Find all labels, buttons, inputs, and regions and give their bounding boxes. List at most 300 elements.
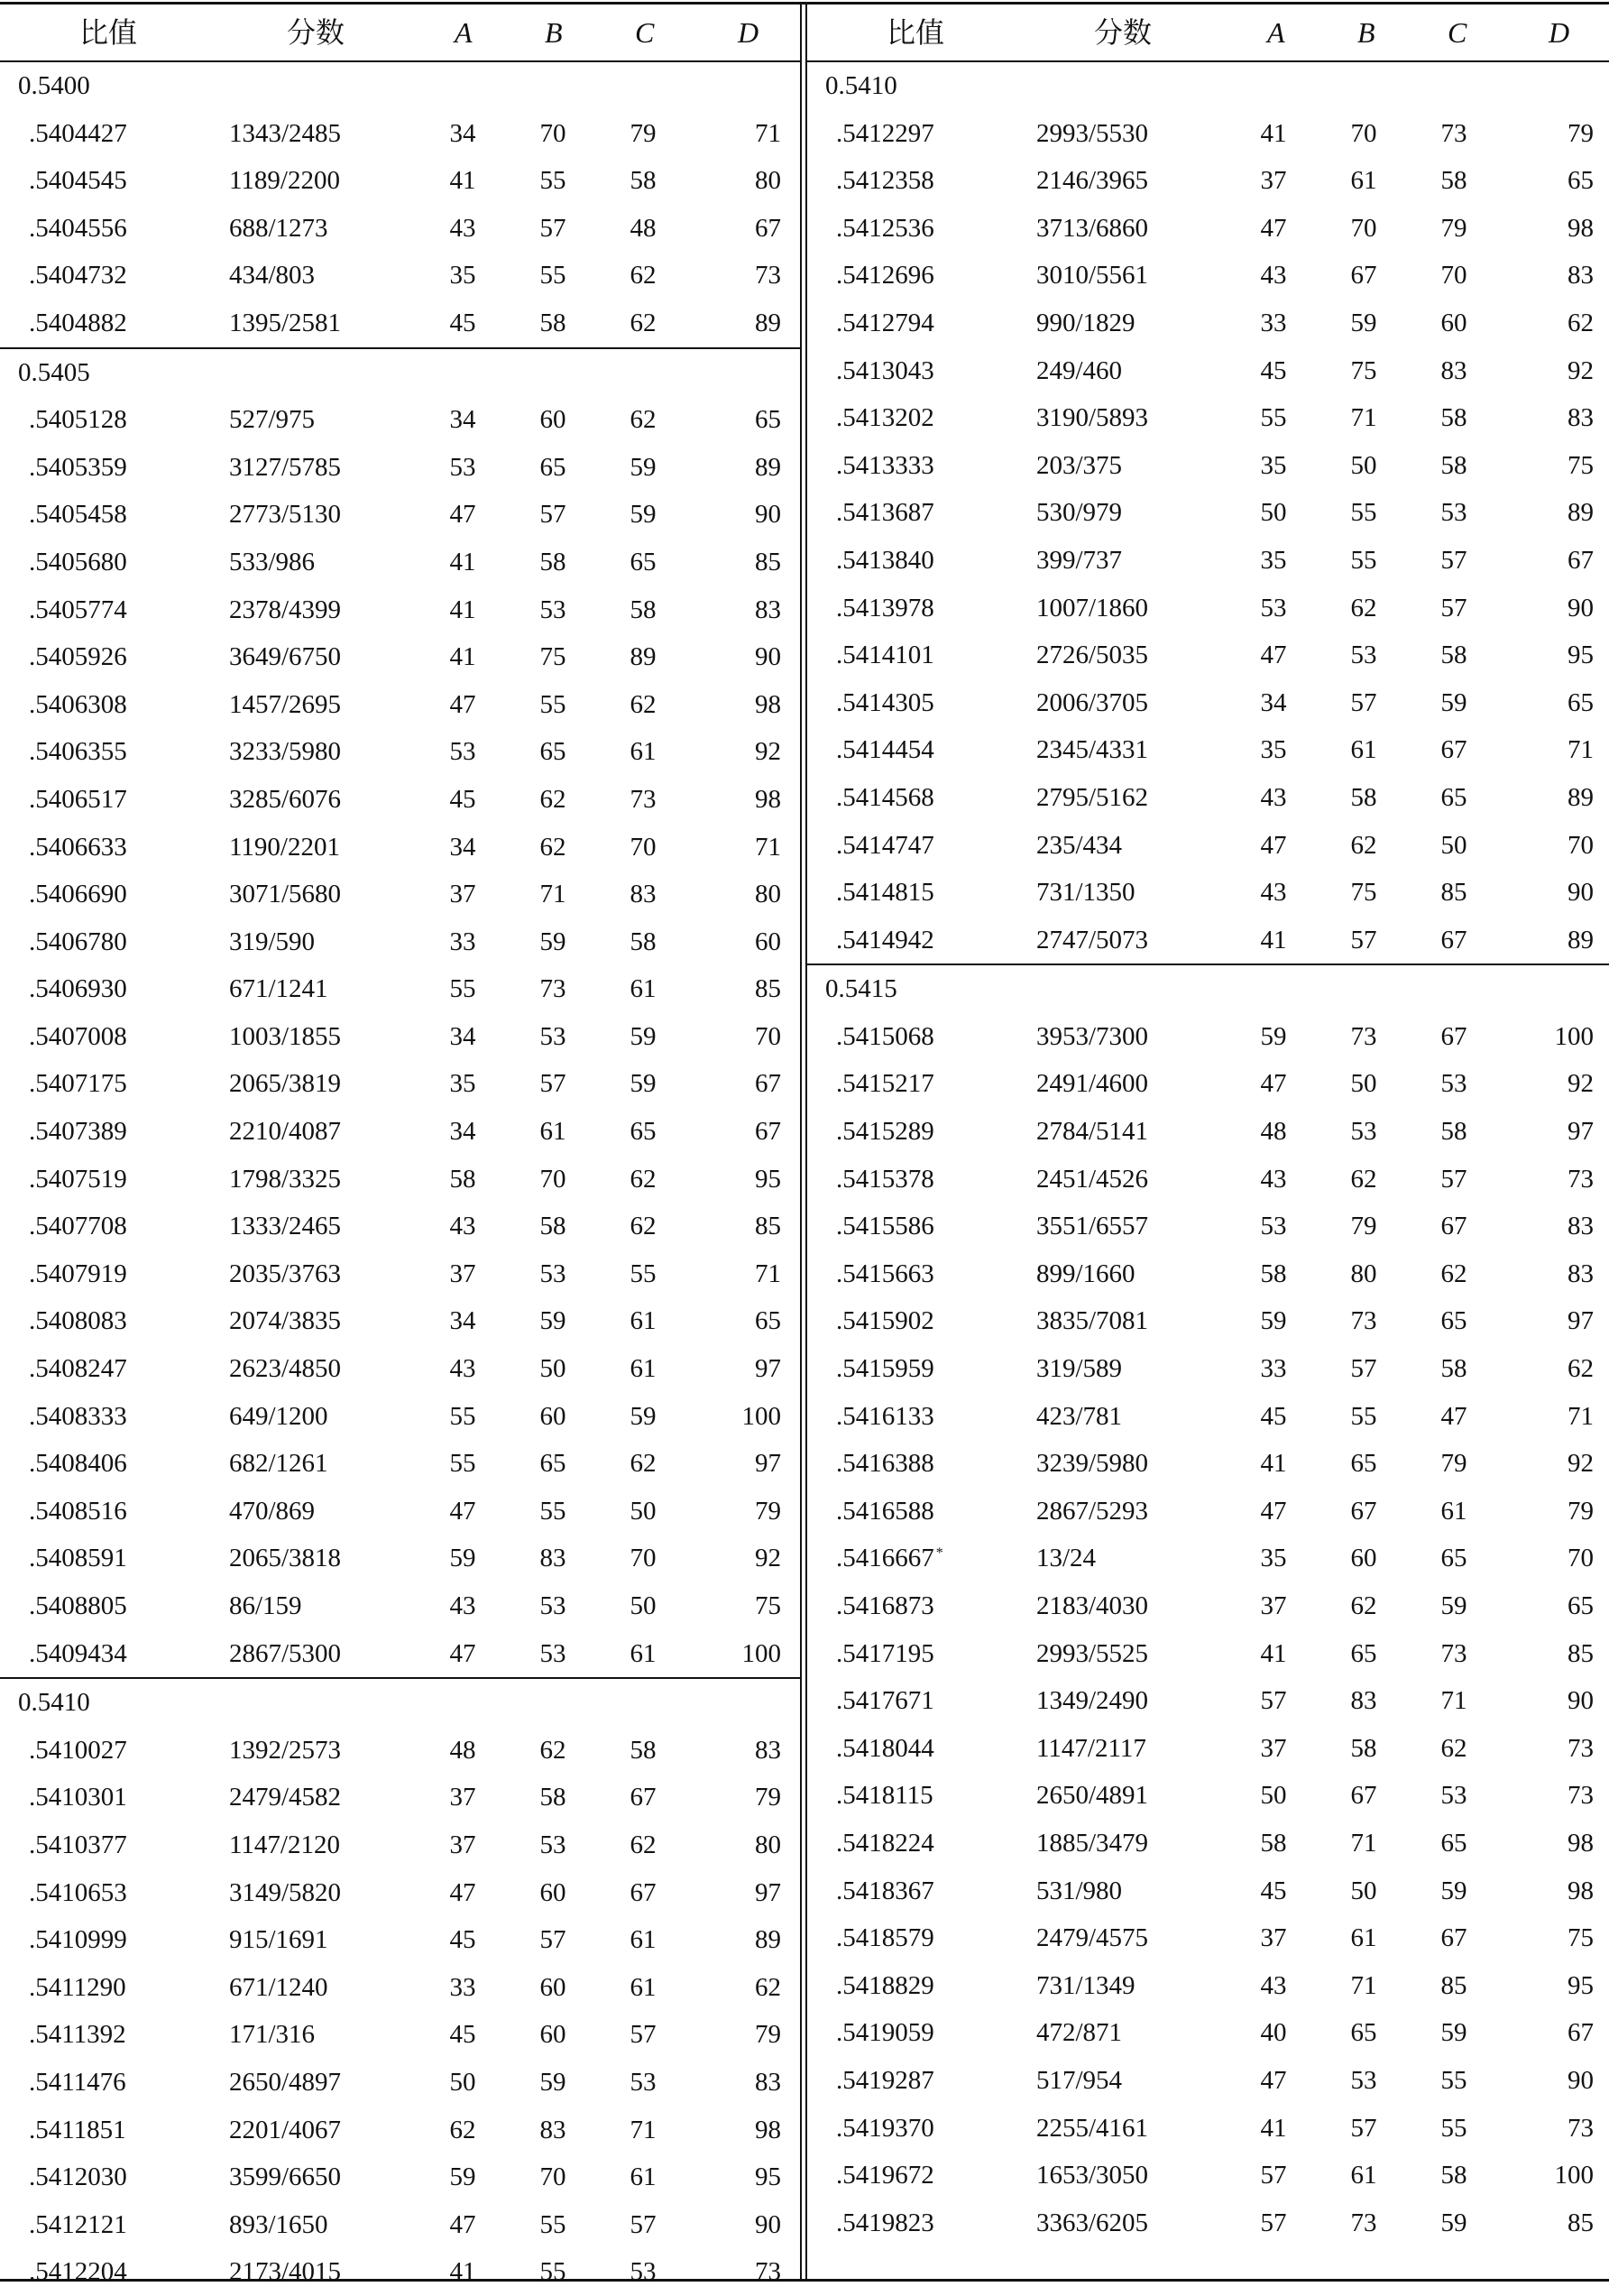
d-cell: 79 — [755, 1783, 781, 1812]
table-row — [807, 1250, 1609, 1298]
ratio-cell: .5413978 — [836, 593, 934, 622]
d-cell: 100 — [1554, 1021, 1594, 1051]
b-cell: 65 — [539, 737, 566, 767]
b-cell: 71 — [1350, 1970, 1377, 2000]
ratio-cell: .5411851 — [29, 2115, 126, 2144]
c-cell: 73 — [1440, 1638, 1467, 1668]
table-row — [0, 1727, 800, 1775]
c-cell: 62 — [1440, 1259, 1467, 1288]
a-cell: 37 — [449, 880, 476, 909]
table-row — [0, 396, 800, 444]
c-cell: 65 — [630, 547, 657, 576]
d-cell: 100 — [741, 1401, 781, 1431]
table-row — [807, 489, 1609, 537]
table-row — [0, 1156, 800, 1203]
fraction-cell: 1343/2485 — [229, 118, 342, 148]
group-label: 0.5415 — [825, 974, 897, 1004]
b-cell: 70 — [1350, 118, 1377, 148]
c-cell: 65 — [1440, 1544, 1467, 1573]
c-cell: 62 — [630, 261, 657, 290]
ratio-cell: .5414815 — [836, 878, 934, 908]
a-cell: 47 — [1260, 830, 1287, 860]
d-cell: 85 — [1568, 1638, 1594, 1668]
a-cell: 47 — [1260, 213, 1287, 243]
a-cell: 48 — [449, 1735, 476, 1765]
ratio-cell: .5418044 — [836, 1733, 934, 1763]
fraction-cell: 682/1261 — [229, 1449, 328, 1479]
table-row — [0, 1060, 800, 1108]
c-cell: 67 — [1440, 1212, 1467, 1241]
a-cell: 47 — [1260, 1069, 1287, 1099]
b-cell: 58 — [539, 308, 566, 337]
fraction-cell: 517/954 — [1036, 2065, 1123, 2095]
d-cell: 95 — [755, 1164, 781, 1194]
ratio-cell: .5408333 — [29, 1401, 127, 1431]
d-cell: 65 — [1568, 166, 1594, 196]
fraction-cell: 3713/6860 — [1036, 213, 1149, 243]
a-cell: 48 — [1260, 1117, 1287, 1147]
group-label: 0.5410 — [825, 71, 897, 100]
a-cell: 47 — [449, 689, 476, 719]
fraction-cell: 688/1273 — [229, 213, 328, 243]
fraction-cell: 1007/1860 — [1036, 593, 1149, 622]
fraction-cell: 2255/4161 — [1036, 2113, 1149, 2143]
ratio-cell: .5419370 — [836, 2113, 934, 2143]
a-cell: 35 — [449, 261, 476, 290]
d-cell: 89 — [755, 1925, 781, 1955]
a-cell: 47 — [1260, 1496, 1287, 1526]
table-row — [0, 1774, 800, 1821]
ratio-cell: .5415289 — [836, 1117, 934, 1147]
fraction-cell: 2479/4582 — [229, 1783, 342, 1812]
b-cell: 61 — [1350, 166, 1377, 196]
fraction-cell: 2726/5035 — [1036, 641, 1149, 670]
c-cell: 85 — [1440, 878, 1467, 908]
a-cell: 41 — [1260, 1638, 1287, 1668]
d-cell: 71 — [755, 118, 781, 148]
ratio-cell: .5407008 — [29, 1021, 127, 1051]
a-cell: 34 — [449, 1021, 476, 1051]
d-cell: 98 — [755, 784, 781, 814]
table-row — [0, 1297, 800, 1345]
c-cell: 62 — [630, 1449, 657, 1479]
c-cell: 70 — [1440, 261, 1467, 290]
c-cell: 67 — [1440, 1021, 1467, 1051]
b-cell: 60 — [1350, 1544, 1377, 1573]
fraction-cell: 1189/2200 — [229, 166, 340, 196]
ratio-cell: .5414568 — [836, 782, 934, 812]
a-cell: 55 — [449, 1449, 476, 1479]
right-table-column — [807, 5, 1609, 2246]
a-cell: 45 — [1260, 355, 1287, 385]
ratio-cell: .5406355 — [29, 737, 127, 767]
b-cell: 71 — [1350, 1828, 1377, 1858]
b-cell: 55 — [539, 2209, 566, 2239]
ratio-cell: .5406930 — [29, 974, 127, 1004]
group-header-row — [0, 347, 800, 397]
table-row — [0, 965, 800, 1013]
c-cell: 59 — [630, 500, 657, 530]
table-row — [0, 444, 800, 492]
c-cell: 65 — [1440, 1828, 1467, 1858]
d-cell: 65 — [1568, 1591, 1594, 1620]
d-cell: 92 — [1568, 355, 1594, 385]
a-cell: 43 — [1260, 782, 1287, 812]
d-cell: 79 — [755, 2020, 781, 2050]
ratio-cell: .5404545 — [29, 166, 127, 196]
table-row — [0, 2201, 800, 2249]
ratio-cell: .5405926 — [29, 642, 127, 672]
ratio-cell: .5412121 — [29, 2209, 127, 2239]
a-cell: 43 — [1260, 878, 1287, 908]
fraction-cell: 3239/5980 — [1036, 1449, 1149, 1479]
table-row — [0, 2248, 800, 2296]
ratio-cell: .5416133 — [836, 1401, 934, 1431]
fraction-cell: 2006/3705 — [1036, 687, 1149, 717]
c-cell: 83 — [630, 880, 657, 909]
b-cell: 55 — [1350, 498, 1377, 528]
b-cell: 58 — [1350, 782, 1377, 812]
c-cell: 59 — [1440, 2208, 1467, 2237]
fraction-cell: 2065/3818 — [229, 1544, 342, 1573]
d-cell: 75 — [1568, 1923, 1594, 1953]
fraction-cell: 3127/5785 — [229, 452, 342, 482]
ratio-cell: .5415217 — [836, 1069, 934, 1099]
d-cell: 97 — [755, 1877, 781, 1907]
d-cell: 75 — [1568, 450, 1594, 480]
table-row — [0, 1108, 800, 1156]
ratio-cell: .5415378 — [836, 1164, 934, 1194]
b-cell: 60 — [539, 1877, 566, 1907]
fraction-cell: 3071/5680 — [229, 880, 342, 909]
d-cell: 85 — [1568, 2208, 1594, 2237]
d-cell: 75 — [755, 1591, 781, 1620]
ratio-cell: .5416667 * — [836, 1544, 943, 1573]
c-cell: 71 — [1440, 1686, 1467, 1716]
a-cell: 59 — [449, 2162, 476, 2192]
c-cell: 53 — [630, 2067, 657, 2097]
a-cell: 35 — [449, 1069, 476, 1099]
fraction-cell: 2993/5525 — [1036, 1638, 1149, 1668]
b-cell: 50 — [1350, 1876, 1377, 1905]
d-cell: 98 — [1568, 1828, 1594, 1858]
a-cell: 45 — [1260, 1401, 1287, 1431]
table-row — [807, 1156, 1609, 1203]
d-cell: 95 — [1568, 641, 1594, 670]
b-cell: 55 — [539, 2257, 566, 2287]
b-cell: 80 — [1350, 1259, 1377, 1288]
c-cell: 53 — [1440, 1069, 1467, 1099]
a-cell: 47 — [449, 1877, 476, 1907]
c-cell: 58 — [630, 1735, 657, 1765]
table-row — [0, 681, 800, 729]
d-cell: 92 — [1568, 1449, 1594, 1479]
c-cell: 58 — [1440, 450, 1467, 480]
ratio-cell: .5410653 — [29, 1877, 127, 1907]
a-cell: 34 — [449, 832, 476, 862]
fraction-cell: 2993/5530 — [1036, 118, 1149, 148]
d-cell: 89 — [1568, 782, 1594, 812]
c-cell: 71 — [630, 2115, 657, 2144]
table-row — [807, 157, 1609, 205]
ratio-cell: .5411476 — [29, 2067, 126, 2097]
ratio-cell: .5416388 — [836, 1449, 934, 1479]
b-cell: 62 — [1350, 1591, 1377, 1620]
c-cell: 57 — [1440, 593, 1467, 622]
b-cell: 53 — [539, 1638, 566, 1668]
fraction-cell: 470/869 — [229, 1496, 316, 1526]
b-cell: 61 — [1350, 1923, 1377, 1953]
c-cell: 58 — [1440, 166, 1467, 196]
c-cell: 62 — [630, 405, 657, 435]
c-cell: 58 — [1440, 403, 1467, 433]
b-cell: 57 — [1350, 925, 1377, 954]
d-cell: 80 — [755, 880, 781, 909]
d-cell: 71 — [755, 832, 781, 862]
b-cell: 57 — [1350, 2113, 1377, 2143]
header-fraction: 分数 — [1094, 16, 1153, 49]
c-cell: 62 — [630, 1212, 657, 1241]
a-cell: 59 — [1260, 1021, 1287, 1051]
c-cell: 59 — [630, 1401, 657, 1431]
a-cell: 45 — [1260, 1876, 1287, 1905]
b-cell: 65 — [1350, 1638, 1377, 1668]
fraction-cell: 1333/2465 — [229, 1212, 342, 1241]
a-cell: 43 — [449, 1354, 476, 1384]
ratio-cell: .5412696 — [836, 261, 934, 290]
c-cell: 67 — [1440, 735, 1467, 765]
table-row — [807, 537, 1609, 585]
a-cell: 40 — [1260, 2018, 1287, 2048]
fraction-cell: 1003/1855 — [229, 1021, 342, 1051]
ratio-cell: .5416873 — [836, 1591, 934, 1620]
c-cell: 53 — [630, 2257, 657, 2287]
ratio-cell: .5408247 — [29, 1354, 127, 1384]
fraction-cell: 731/1349 — [1036, 1970, 1135, 2000]
a-cell: 47 — [449, 1638, 476, 1668]
a-cell: 58 — [449, 1164, 476, 1194]
c-cell: 60 — [1440, 308, 1467, 337]
a-cell: 45 — [449, 2020, 476, 2050]
ratio-cell: .5412794 — [836, 308, 934, 337]
ratio-cell: .5405458 — [29, 500, 127, 530]
table-row — [0, 1203, 800, 1250]
d-cell: 70 — [1568, 1544, 1594, 1573]
fraction-cell: 3149/5820 — [229, 1877, 342, 1907]
d-cell: 73 — [755, 261, 781, 290]
fraction-cell: 2867/5300 — [229, 1638, 342, 1668]
fraction-cell: 2173/4015 — [229, 2257, 342, 2287]
header-d: D — [738, 16, 759, 49]
b-cell: 57 — [1350, 1354, 1377, 1384]
ratio-cell: .5412297 — [836, 118, 934, 148]
b-cell: 62 — [1350, 830, 1377, 860]
ratio-cell: .5407919 — [29, 1259, 127, 1288]
d-cell: 92 — [1568, 1069, 1594, 1099]
a-cell: 41 — [449, 595, 476, 624]
ratio-cell: .5411290 — [29, 1972, 126, 2002]
d-cell: 89 — [1568, 498, 1594, 528]
table-row — [0, 1535, 800, 1582]
b-cell: 83 — [539, 2115, 566, 2144]
a-cell: 45 — [449, 1925, 476, 1955]
table-row — [807, 442, 1609, 490]
b-cell: 61 — [1350, 2161, 1377, 2190]
d-cell: 70 — [755, 1021, 781, 1051]
fraction-cell: 915/1691 — [229, 1925, 328, 1955]
b-cell: 59 — [539, 1306, 566, 1336]
fraction-cell: 2773/5130 — [229, 500, 342, 530]
a-cell: 41 — [1260, 925, 1287, 954]
c-cell: 79 — [1440, 213, 1467, 243]
ratio-cell: .5405680 — [29, 547, 127, 576]
fraction-cell: 423/781 — [1036, 1401, 1123, 1431]
group-header-row — [807, 964, 1609, 1013]
d-cell: 62 — [1568, 308, 1594, 337]
ratio-cell: .5418224 — [836, 1828, 934, 1858]
table-row — [807, 726, 1609, 774]
ratio-cell: .5404882 — [29, 308, 127, 337]
a-cell: 58 — [1260, 1259, 1287, 1288]
b-cell: 70 — [539, 2162, 566, 2192]
d-cell: 65 — [755, 405, 781, 435]
table-row — [807, 585, 1609, 632]
d-cell: 100 — [1554, 2161, 1594, 2190]
table-row — [807, 1772, 1609, 1820]
table-row — [807, 1345, 1609, 1393]
d-cell: 67 — [755, 1069, 781, 1099]
table-row — [0, 1630, 800, 1678]
table-row — [807, 252, 1609, 300]
a-cell: 41 — [449, 166, 476, 196]
a-cell: 43 — [1260, 1970, 1287, 2000]
a-cell: 47 — [449, 1496, 476, 1526]
table-row — [0, 2011, 800, 2059]
fraction-cell: 249/460 — [1036, 355, 1123, 385]
c-cell: 53 — [1440, 498, 1467, 528]
d-cell: 90 — [755, 2209, 781, 2239]
d-cell: 73 — [755, 2257, 781, 2287]
fraction-cell: 1798/3325 — [229, 1164, 342, 1194]
ratio-cell: .5412030 — [29, 2162, 127, 2192]
c-cell: 85 — [1440, 1970, 1467, 2000]
ratio-cell: .5411392 — [29, 2020, 126, 2050]
a-cell: 37 — [1260, 166, 1287, 196]
b-cell: 55 — [539, 1496, 566, 1526]
b-cell: 59 — [539, 927, 566, 956]
b-cell: 53 — [539, 1591, 566, 1620]
header-a: A — [1267, 16, 1285, 49]
table-row — [0, 300, 800, 347]
group-label: 0.5410 — [18, 1688, 90, 1718]
fraction-cell: 1653/3050 — [1036, 2161, 1149, 2190]
b-cell: 55 — [539, 689, 566, 719]
ratio-cell: .5414454 — [836, 735, 934, 765]
a-cell: 33 — [1260, 1354, 1287, 1384]
b-cell: 60 — [539, 405, 566, 435]
table-row — [0, 1821, 800, 1869]
table-row — [0, 1345, 800, 1393]
c-cell: 58 — [630, 166, 657, 196]
ratio-cell: .5406517 — [29, 784, 127, 814]
d-cell: 89 — [1568, 925, 1594, 954]
header-ratio: 比值 — [79, 16, 138, 49]
table-row — [0, 1869, 800, 1917]
a-cell: 50 — [1260, 498, 1287, 528]
c-cell: 67 — [630, 1877, 657, 1907]
d-cell: 85 — [755, 547, 781, 576]
fraction-cell: 2210/4087 — [229, 1117, 342, 1147]
b-cell: 62 — [1350, 593, 1377, 622]
table-row — [807, 1393, 1609, 1441]
d-cell: 97 — [755, 1354, 781, 1384]
c-cell: 53 — [1440, 1781, 1467, 1811]
header-c: C — [1448, 16, 1467, 49]
a-cell: 53 — [449, 737, 476, 767]
group-header-row — [0, 1677, 800, 1727]
b-cell: 57 — [1350, 687, 1377, 717]
d-cell: 90 — [1568, 593, 1594, 622]
a-cell: 58 — [1260, 1828, 1287, 1858]
ratio-cell: .5405128 — [29, 405, 127, 435]
a-cell: 34 — [1260, 687, 1287, 717]
ratio-cell: .5413333 — [836, 450, 934, 480]
a-cell: 35 — [1260, 1544, 1287, 1573]
table-row — [0, 728, 800, 776]
fraction-cell: 531/980 — [1036, 1876, 1123, 1905]
d-cell: 97 — [1568, 1306, 1594, 1336]
b-cell: 70 — [539, 1164, 566, 1194]
c-cell: 67 — [630, 1783, 657, 1812]
a-cell: 34 — [449, 118, 476, 148]
c-cell: 61 — [1440, 1496, 1467, 1526]
b-cell: 65 — [1350, 2018, 1377, 2048]
b-cell: 83 — [539, 1544, 566, 1573]
fraction-cell: 3233/5980 — [229, 737, 342, 767]
table-row — [0, 491, 800, 539]
b-cell: 59 — [1350, 308, 1377, 337]
a-cell: 57 — [1260, 1686, 1287, 1716]
c-cell: 62 — [630, 689, 657, 719]
c-cell: 57 — [1440, 545, 1467, 575]
fraction-cell: 434/803 — [229, 261, 316, 290]
fraction-cell: 3953/7300 — [1036, 1021, 1149, 1051]
group-header-row — [807, 62, 1609, 110]
c-cell: 58 — [630, 927, 657, 956]
ratio-cell: .5408591 — [29, 1544, 127, 1573]
table-row — [0, 2059, 800, 2107]
fraction-cell: 2345/4331 — [1036, 735, 1149, 765]
c-cell: 59 — [1440, 1876, 1467, 1905]
fraction-cell: 3010/5561 — [1036, 261, 1149, 290]
fraction-cell: 2451/4526 — [1036, 1164, 1149, 1194]
ratio-cell: .5407175 — [29, 1069, 127, 1099]
ratio-cell: .5418115 — [836, 1781, 933, 1811]
b-cell: 53 — [539, 595, 566, 624]
ratio-cell: .5404732 — [29, 261, 127, 290]
b-cell: 65 — [539, 452, 566, 482]
fraction-cell: 3363/6205 — [1036, 2208, 1149, 2237]
table-row — [807, 679, 1609, 727]
table-row — [807, 110, 1609, 158]
table-row — [807, 1535, 1609, 1582]
a-cell: 47 — [449, 2209, 476, 2239]
table-row — [0, 586, 800, 634]
d-cell: 79 — [1568, 1496, 1594, 1526]
d-cell: 83 — [755, 595, 781, 624]
b-cell: 67 — [1350, 261, 1377, 290]
table-row — [807, 2105, 1609, 2153]
